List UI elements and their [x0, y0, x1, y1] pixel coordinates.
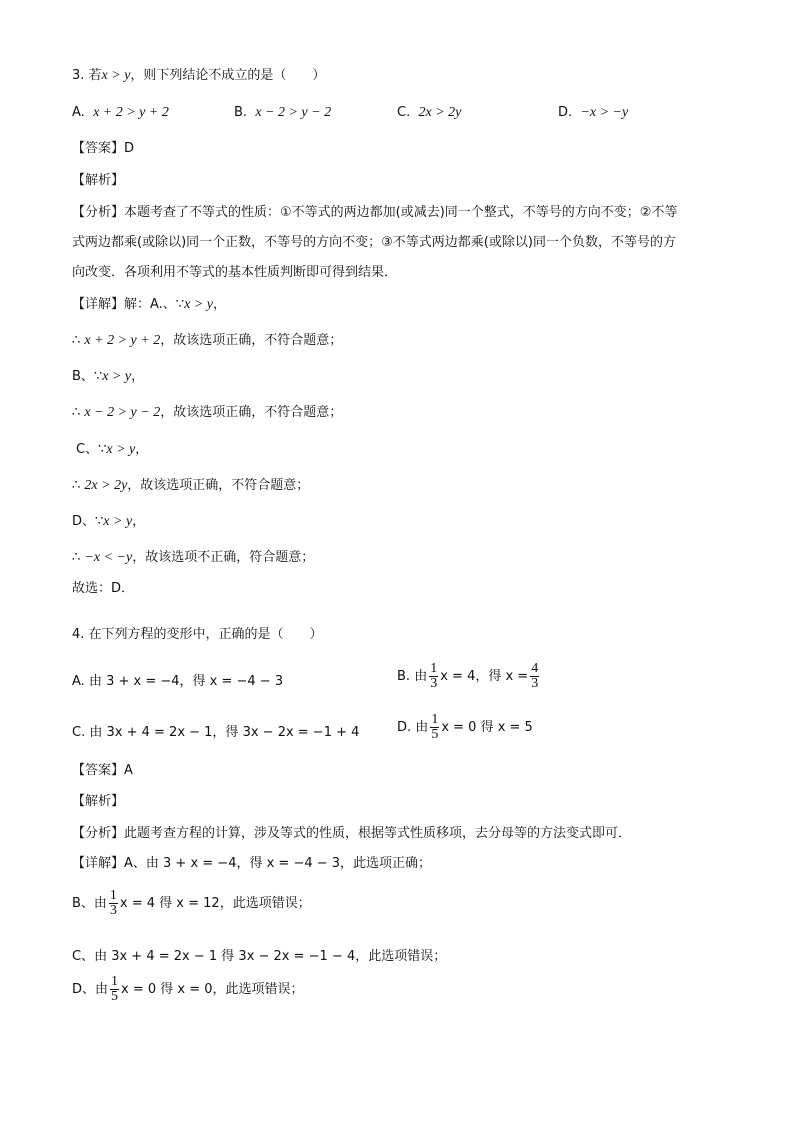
q3-analysis-line-1: 【分析】本题考查了不等式的性质：①不等式的两边都加(或减去)同一个整式，不等号的方向不变；②不等 — [72, 205, 678, 220]
fraction: $\frac{1}{5}$ — [111, 974, 119, 1004]
q3-analysis-line-3: 向改变．各项利用不等式的基本性质判断即可得到结果． — [72, 265, 398, 280]
q4-detail-a: 【详解】A、由 3 + x = −4，得 x = −4 − 3，此选项正确； — [72, 856, 432, 871]
q3-detail-line-7: D、∵x > y， — [72, 514, 146, 529]
q4-answer: 【答案】A — [72, 763, 133, 778]
q4-analysis-label: 【解析】 — [72, 794, 125, 809]
q3-option-a: A. x + 2 > y + 2 — [72, 105, 169, 120]
q4-option-c: C. 由 3x + 4 = 2x − 1，得 3x − 2x = −1 + 4 — [72, 725, 360, 740]
q3-detail-line-3: B、∵x > y， — [72, 369, 145, 384]
fraction: $\frac{1}{3}$ — [430, 661, 438, 691]
q3-analysis-line-2: 式两边都乘(或除以)同一个正数，不等号的方向不变；③不等式两边都乘(或除以)同一个负数，不等号的方 — [72, 235, 676, 250]
q3-answer: 【答案】D — [72, 141, 135, 156]
q3-stem: 3. 若x > y，则下列结论不成立的是（ ） — [72, 68, 326, 83]
q3-detail-line-1: 【详解】解：A.、∵x > y， — [72, 297, 226, 312]
q3-detail-line-2: ∴ x + 2 > y + 2，故该选项正确，不符合题意； — [72, 333, 343, 348]
q4-option-a: A. 由 3 + x = −4，得 x = −4 − 3 — [72, 674, 284, 689]
q4-option-b: B. 由 $\frac{1}{3}$ x = 4，得 x = $\frac{4}{3}$ — [397, 661, 539, 691]
q4-stem: 4. 在下列方程的变形中，正确的是（ ） — [72, 627, 323, 642]
q3-detail-line-5: C、∵x > y， — [76, 442, 149, 457]
fraction: $\frac{1}{5}$ — [431, 712, 439, 742]
fraction: $\frac{4}{3}$ — [531, 661, 539, 691]
q4-detail-c: C、由 3x + 4 = 2x − 1 得 3x − 2x = −1 − 4，此选项错误； — [72, 949, 447, 964]
q4-detail-b: B、由 $\frac{1}{3}$ x = 4 得 x = 12，此选项错误； — [72, 888, 311, 918]
q3-analysis-label: 【解析】 — [72, 173, 125, 188]
q3-detail-line-6: ∴ 2x > 2y，故该选项正确，不符合题意； — [72, 478, 310, 493]
q3-option-b: B. x − 2 > y − 2 — [234, 105, 332, 120]
q3-detail-line-4: ∴ x − 2 > y − 2，故该选项正确，不符合题意； — [72, 405, 343, 420]
q4-option-d: D. 由 $\frac{1}{5}$ x = 0 得 x = 5 — [397, 712, 533, 742]
q3-option-d: D. −x > −y — [558, 105, 629, 120]
q4-detail-d: D、由 $\frac{1}{5}$ x = 0 得 x = 0，此选项错误； — [72, 974, 304, 1004]
q3-detail-line-8: ∴ −x < −y，故该选项不正确，符合题意； — [72, 550, 315, 565]
q3-conclusion: 故选：D． — [72, 581, 135, 596]
fraction: $\frac{1}{3}$ — [109, 888, 117, 918]
q3-option-c: C. 2x > 2y — [397, 105, 462, 120]
q4-analysis-text: 【分析】此题考查方程的计算，涉及等式的性质，根据等式性质移项，去分母等的方法变式即可． — [72, 826, 632, 841]
